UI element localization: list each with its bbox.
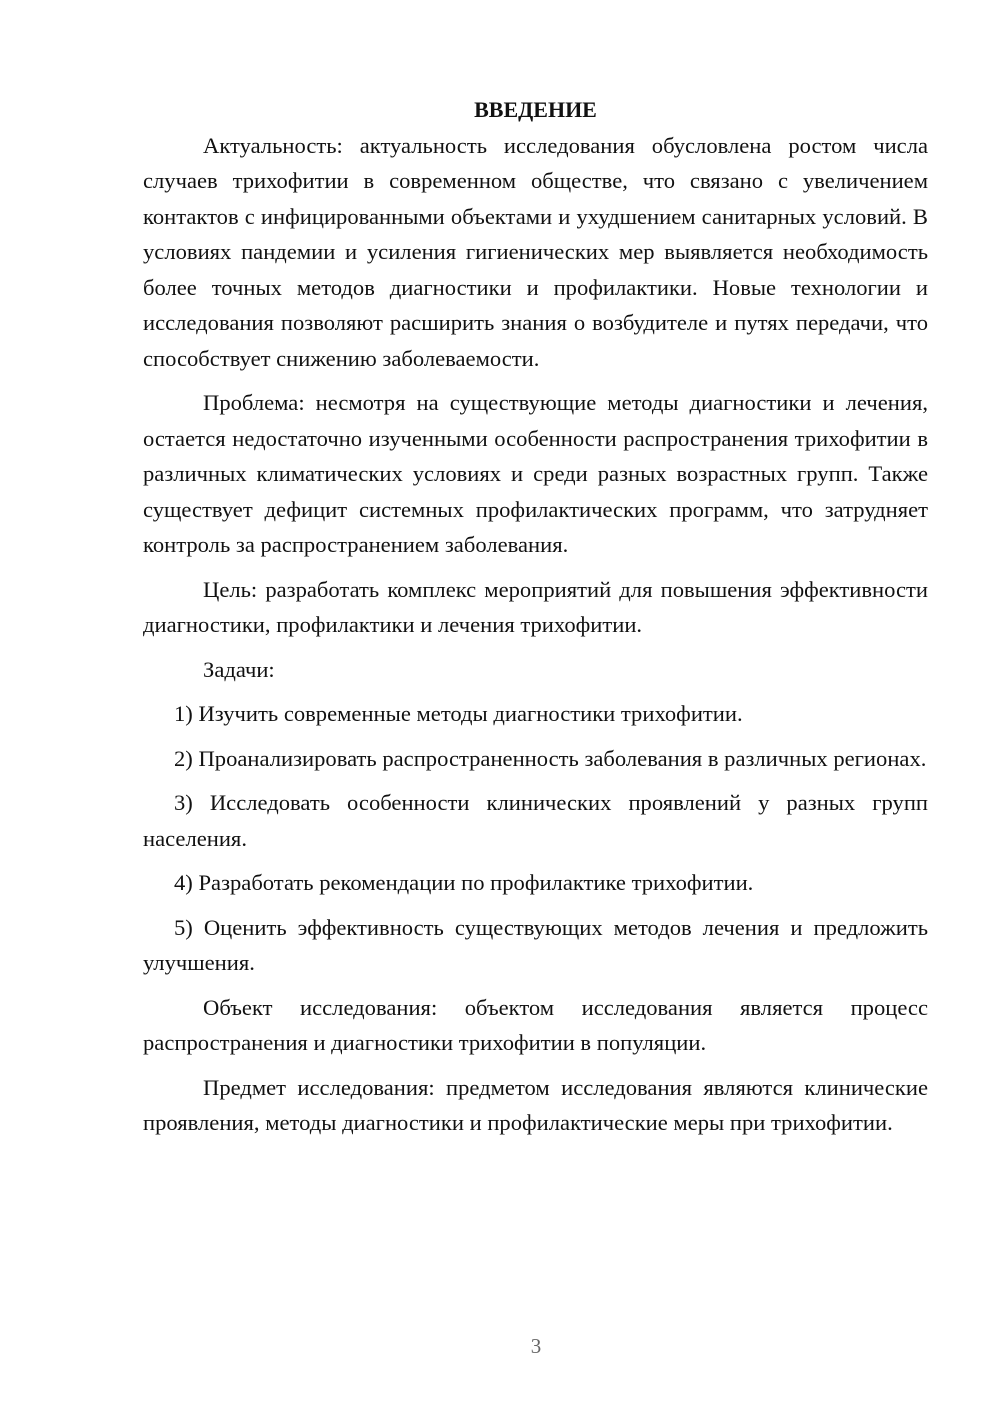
task-item-2: 2) Проанализировать распространенность заболевания в различных регионах. bbox=[174, 745, 927, 771]
paragraph-tasks-label: Задачи: bbox=[203, 656, 275, 682]
section-heading: ВВЕДЕНИЕ bbox=[474, 97, 597, 122]
task-item-1: 1) Изучить современные методы диагностики трихофитии. bbox=[174, 701, 743, 726]
document-body bbox=[143, 92, 928, 1150]
paragraph-goal: Цель: разработать комплекс мероприятий для повышения эффективности диагностики, профилактики и лечения трихофитии. bbox=[143, 576, 928, 637]
paragraph-object: Объект исследования: объектом исследования является процесс распространения и диагностики трихофитии в популяции. bbox=[143, 994, 928, 1055]
paragraph-problem: Проблема: несмотря на существующие методы диагностики и лечения, остается недостаточно изученными особенности распространения трихофитии в различных климатических условиях и среди разных возрастных групп. Также существует дефицит системных профилактических программ, что затрудняет контроль за распространением заболевания. bbox=[143, 390, 928, 557]
paragraph-subject: Предмет исследования: предметом исследования являются клинические проявления, методы диагностики и профилактические меры при трихофитии. bbox=[143, 1074, 928, 1135]
task-item-5: 5) Оценить эффективность существующих методов лечения и предложить улучшения. bbox=[143, 914, 928, 975]
task-item-3: 3) Исследовать особенности клинических проявлений у разных групп населения. bbox=[143, 790, 928, 851]
paragraph-relevance: Актуальность: актуальность исследования обусловлена ростом числа случаев трихофитии в современном обществе, что связано с увеличением контактов с инфицированными объектами и ухудшением санитарных условий. В условиях пандемии и усиления гигиенических мер выявляется необходимость более точных методов диагностики и профилактики. Новые технологии и исследования позволяют расширить знания о возбудителе и путях передачи, что способствует снижению заболеваемости. bbox=[143, 132, 928, 371]
task-item-4: 4) Разработать рекомендации по профилактике трихофитии. bbox=[174, 870, 754, 895]
page-number: 3 bbox=[530, 1334, 542, 1358]
